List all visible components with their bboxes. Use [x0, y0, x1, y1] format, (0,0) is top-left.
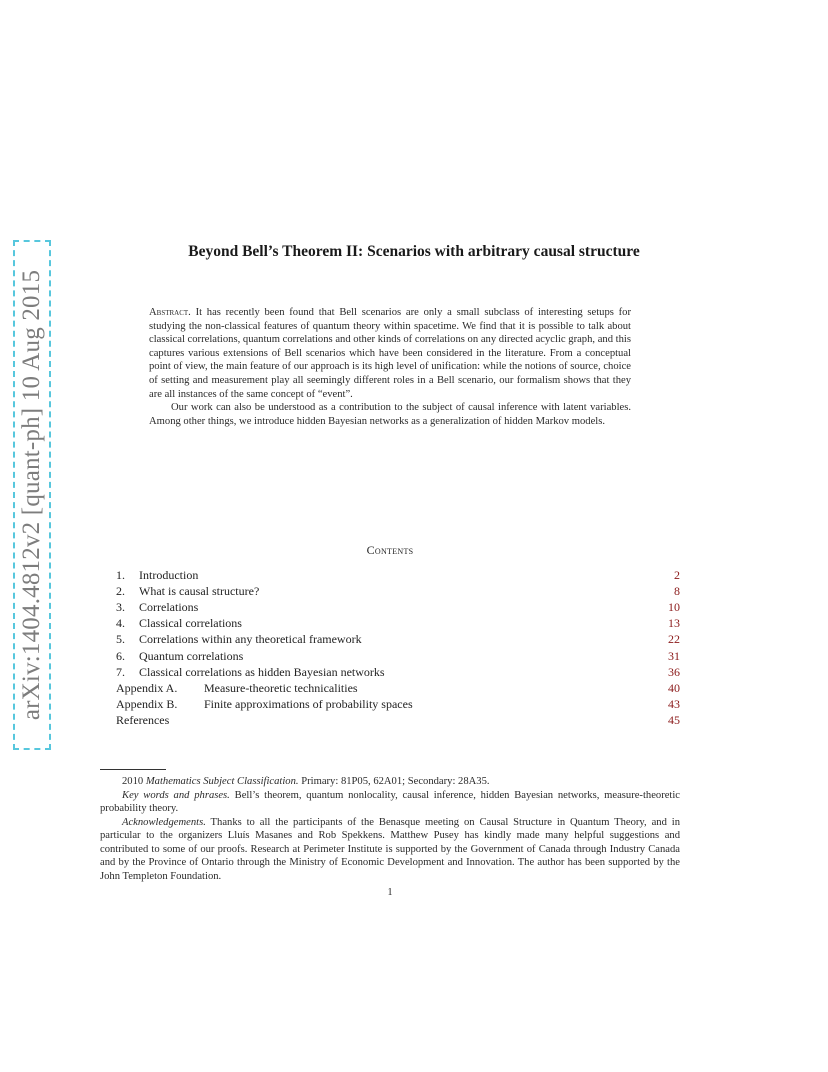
keywords-text: Bell’s theorem, quantum nonlocality, causal inference, hidden Bayesian networks, measure-theoretic probability theory.: [100, 789, 681, 814]
arxiv-identifier: arXiv:1404.4812v2 [quant-ph] 10 Aug 2015: [18, 269, 45, 721]
keywords-label: Key words and phrases.: [122, 789, 230, 801]
toc-entry-label: [116, 697, 668, 712]
toc-entry-label: [116, 616, 668, 631]
toc-page-link[interactable]: 2: [674, 567, 680, 582]
paper-title: Beyond Bell’s Theorem II: Scenarios with arbitrary causal structure: [188, 243, 640, 260]
toc-entry-title: References: [116, 713, 170, 728]
toc-entry[interactable]: [116, 713, 680, 729]
toc-entry-title: Quantum correlations: [139, 648, 244, 663]
abstract-text-1: It has recently been found that Bell scenarios are only a small subclass of interesting setups for studying the non-classical features of quantum theory within spacetime. We find that it is possible to talk about classical correlations, quantum correlations and other kinds of correlations on any directed acyclic graph, and this captures various extensions of Bell scenarios which have been considered in the literature. From a conceptual point of view, the main feature of our approach is its high level of unification: while the notions of source, choice of setting and measurement play all seemingly different roles in a Bell scenario, our formalism shows that they are all instances of the same concept of “event”.: [149, 307, 631, 400]
toc-page-link[interactable]: 31: [668, 648, 680, 663]
toc-entry[interactable]: [116, 583, 680, 599]
toc-entry[interactable]: [116, 680, 680, 696]
toc-page-link[interactable]: 13: [668, 616, 680, 631]
footnotes: [100, 775, 680, 883]
toc-entry-number: 5.: [116, 632, 125, 647]
page-number: 1: [387, 887, 393, 898]
toc-entry-title: Measure-theoretic technicalities: [204, 680, 358, 695]
toc-entry-label: [116, 600, 668, 615]
abstract: [149, 306, 631, 428]
toc-entry-title: Classical correlations as hidden Bayesian networks: [139, 664, 385, 679]
toc-entry[interactable]: [116, 648, 680, 664]
footnote-keywords: [100, 789, 680, 816]
footnote-msc: [100, 775, 680, 789]
toc-entry-label: [116, 681, 668, 696]
toc-entry-number: 3.: [116, 599, 125, 614]
toc-entry-title: Classical correlations: [139, 616, 242, 631]
toc-page-link[interactable]: 10: [668, 599, 680, 614]
toc-page-link[interactable]: 40: [668, 680, 680, 695]
toc-entry-label: [116, 713, 668, 728]
contents-heading: Contents: [366, 543, 414, 557]
toc-entry[interactable]: [116, 697, 680, 713]
abstract-label: Abstract.: [149, 307, 191, 318]
msc-text: Primary: 81P05, 62A01; Secondary: 28A35.: [301, 776, 490, 787]
toc-entry-number: 4.: [116, 616, 125, 631]
toc-entry-number: 6.: [116, 648, 125, 663]
msc-label: Mathematics Subject Classification.: [145, 776, 299, 787]
footnote-acknowledgements: [100, 816, 680, 884]
toc-entry-number: 1.: [116, 567, 125, 582]
toc-entry-title: Correlations within any theoretical framework: [139, 632, 362, 647]
toc-page-link[interactable]: 45: [668, 713, 680, 728]
footnote-rule: [100, 769, 166, 770]
toc-entry-title: Correlations: [139, 599, 199, 614]
toc-page-link[interactable]: 22: [668, 632, 680, 647]
toc-page-link[interactable]: 36: [668, 664, 680, 679]
toc-entry[interactable]: [116, 616, 680, 632]
toc-entry-title: Finite approximations of probability spaces: [204, 697, 413, 712]
toc-entry[interactable]: [116, 599, 680, 615]
toc-entry[interactable]: [116, 664, 680, 680]
abstract-paragraph-2: Our work can also be understood as a contribution to the subject of causal inference with latent variables. Among other things, we introduce hidden Bayesian networks as a generalization of hidden Markov models.: [149, 402, 631, 427]
abstract-paragraph-1: [149, 306, 631, 401]
toc-page-link[interactable]: 43: [668, 697, 680, 712]
toc-entry-number: 7.: [116, 664, 125, 679]
acknowledgements-text: Thanks to all the participants of the Benasque meeting on Causal Structure in Quantum Theory, and in particular to the organizers Lluís Masanes and Rob Spekkens. Matthew Pusey has kindly made many helpful suggestions and contributed to some of our proofs. Research at Perimeter Institute is supported by the Government of Canada through Industry Canada and by the Province of Ontario through the Ministry of Economic Development and Innovation. The author has been supported by the John Templeton Foundation.: [100, 816, 680, 882]
table-of-contents: [116, 567, 680, 729]
toc-entry-number: Appendix B.: [116, 697, 178, 712]
toc-entry[interactable]: [116, 567, 680, 583]
arxiv-stamp: [13, 240, 51, 750]
toc-entry-number: 2.: [116, 583, 125, 598]
toc-entry-title: Introduction: [139, 567, 199, 582]
toc-entry-label: [116, 584, 674, 599]
acknowledgements-label: Acknowledgements.: [122, 816, 206, 828]
toc-page-link[interactable]: 8: [674, 583, 680, 598]
toc-entry[interactable]: [116, 632, 680, 648]
toc-entry-label: [116, 568, 674, 583]
toc-entry-label: [116, 649, 668, 664]
toc-entry-label: [116, 632, 668, 647]
msc-year: 2010: [122, 776, 144, 787]
toc-entry-number: Appendix A.: [116, 680, 178, 695]
toc-entry-label: [116, 665, 668, 680]
toc-entry-title: What is causal structure?: [139, 583, 260, 598]
